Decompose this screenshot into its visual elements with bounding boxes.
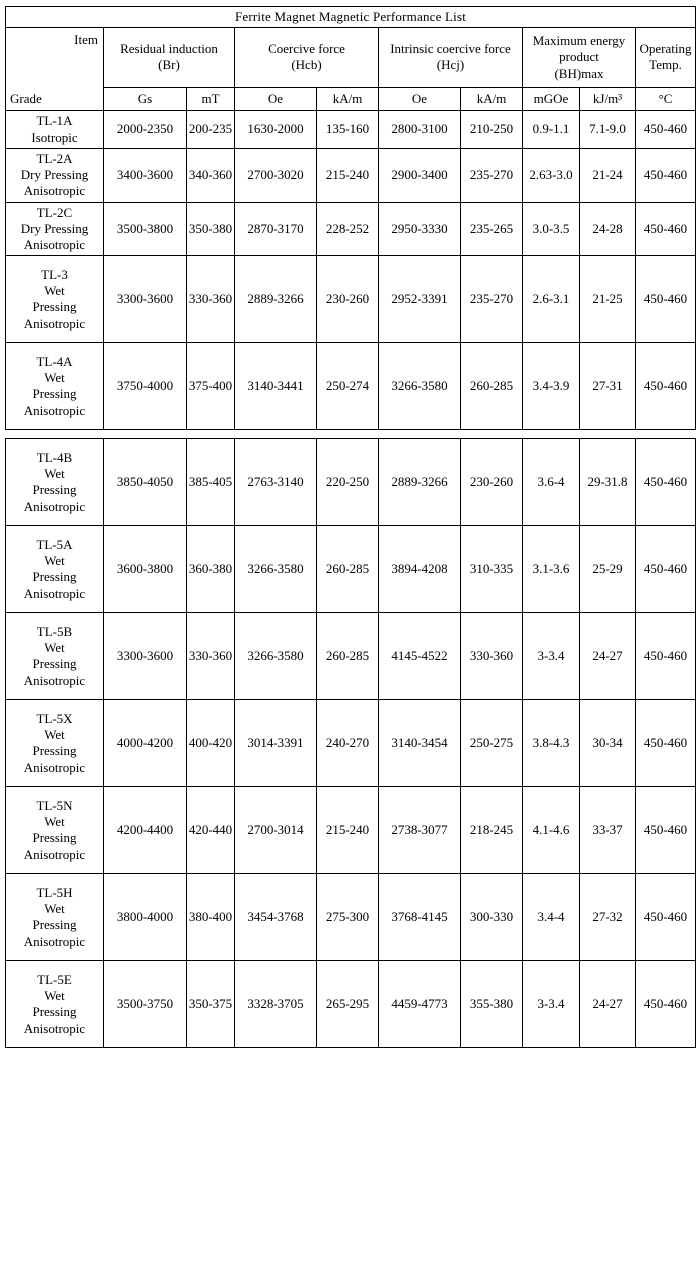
table-row bbox=[6, 961, 696, 1048]
grade-line: Wet bbox=[44, 553, 65, 568]
item-label: Item bbox=[74, 32, 98, 48]
cell-hcb-kam: 275-300 bbox=[317, 874, 379, 961]
grade-line: Anisotropic bbox=[23, 498, 86, 514]
grade-line: Pressing bbox=[32, 743, 77, 759]
cell-hcj-oe: 4145-4522 bbox=[379, 613, 461, 700]
unit-kam-hcb: kA/m bbox=[317, 87, 379, 111]
cell-bhmax-mgoe: 2.6-3.1 bbox=[523, 256, 580, 343]
grade-line: Wet bbox=[44, 814, 65, 829]
cell-hcj-oe: 2889-3266 bbox=[379, 439, 461, 526]
cell-operating-temp: 450-460 bbox=[636, 439, 696, 526]
cell-hcb-oe: 3454-3768 bbox=[235, 874, 317, 961]
cell-hcj-oe: 3266-3580 bbox=[379, 343, 461, 430]
grade-line: Wet bbox=[44, 988, 65, 1003]
grade-line: Dry Pressing bbox=[20, 220, 89, 236]
header-coercive-force bbox=[235, 28, 379, 87]
header-line-1: Operating bbox=[639, 41, 692, 57]
cell-bhmax-mgoe: 4.1-4.6 bbox=[523, 787, 580, 874]
grade-cell bbox=[6, 256, 104, 343]
header-unit-row bbox=[6, 87, 696, 111]
cell-bhmax-mgoe: 2.63-3.0 bbox=[523, 148, 580, 202]
grade-line: Anisotropic bbox=[23, 237, 86, 252]
cell-br-gs: 2000-2350 bbox=[104, 111, 187, 149]
grade-cell bbox=[6, 343, 104, 430]
grade-cell bbox=[6, 874, 104, 961]
header-group-row bbox=[6, 28, 696, 87]
cell-br-mt: 340-360 bbox=[187, 148, 235, 202]
cell-br-mt: 375-400 bbox=[187, 343, 235, 430]
grade-line: Pressing bbox=[32, 1004, 77, 1020]
header-line-3: (BH)max bbox=[554, 65, 604, 81]
cell-hcb-oe: 2700-3020 bbox=[235, 148, 317, 202]
cell-hcj-kam: 210-250 bbox=[461, 111, 523, 149]
grade-cell bbox=[6, 202, 104, 256]
cell-hcj-oe: 2952-3391 bbox=[379, 256, 461, 343]
cell-br-gs: 3800-4000 bbox=[104, 874, 187, 961]
grade-line: TL-5N bbox=[36, 797, 73, 813]
cell-operating-temp: 450-460 bbox=[636, 613, 696, 700]
grade-cell bbox=[6, 526, 104, 613]
header-line-1: Intrinsic coercive force bbox=[390, 41, 511, 57]
grade-line: Anisotropic bbox=[23, 1020, 86, 1036]
grade-line: Wet bbox=[44, 727, 65, 742]
cell-bhmax-kjm3: 24-28 bbox=[580, 202, 636, 256]
table-row bbox=[6, 256, 696, 343]
unit-kjm3: kJ/m³ bbox=[580, 87, 636, 111]
cell-operating-temp: 450-460 bbox=[636, 256, 696, 343]
cell-br-gs: 3850-4050 bbox=[104, 439, 187, 526]
cell-hcb-kam: 260-285 bbox=[317, 526, 379, 613]
grade-line: Wet bbox=[44, 901, 65, 916]
header-residual-induction bbox=[104, 28, 235, 87]
grade-cell bbox=[6, 148, 104, 202]
table-row bbox=[6, 613, 696, 700]
cell-hcb-kam: 250-274 bbox=[317, 343, 379, 430]
cell-br-gs: 4200-4400 bbox=[104, 787, 187, 874]
grade-line: Pressing bbox=[32, 386, 77, 402]
cell-br-mt: 200-235 bbox=[187, 111, 235, 149]
unit-oe-hcj: Oe bbox=[379, 87, 461, 111]
cell-br-gs: 3300-3600 bbox=[104, 613, 187, 700]
cell-hcj-kam: 235-270 bbox=[461, 148, 523, 202]
unit-celsius: °C bbox=[636, 87, 696, 111]
cell-hcj-kam: 250-275 bbox=[461, 700, 523, 787]
cell-bhmax-kjm3: 21-24 bbox=[580, 148, 636, 202]
cell-br-mt: 385-405 bbox=[187, 439, 235, 526]
cell-operating-temp: 450-460 bbox=[636, 874, 696, 961]
cell-bhmax-mgoe: 0.9-1.1 bbox=[523, 111, 580, 149]
cell-br-mt: 380-400 bbox=[187, 874, 235, 961]
cell-hcj-kam: 260-285 bbox=[461, 343, 523, 430]
cell-bhmax-mgoe: 3.8-4.3 bbox=[523, 700, 580, 787]
unit-gs: Gs bbox=[104, 87, 187, 111]
table-gap bbox=[5, 430, 695, 438]
cell-bhmax-mgoe: 3.4-4 bbox=[523, 874, 580, 961]
cell-bhmax-kjm3: 30-34 bbox=[580, 700, 636, 787]
page-title: Ferrite Magnet Magnetic Performance List bbox=[6, 7, 696, 28]
cell-bhmax-mgoe: 3.0-3.5 bbox=[523, 202, 580, 256]
cell-hcb-kam: 240-270 bbox=[317, 700, 379, 787]
grade-line: Anisotropic bbox=[23, 402, 86, 418]
cell-bhmax-kjm3: 29-31.8 bbox=[580, 439, 636, 526]
grade-line: Anisotropic bbox=[23, 672, 86, 688]
cell-hcj-kam: 235-265 bbox=[461, 202, 523, 256]
grade-cell bbox=[6, 700, 104, 787]
cell-hcj-kam: 218-245 bbox=[461, 787, 523, 874]
grade-line: Dry Pressing bbox=[20, 167, 89, 182]
grade-line: Isotropic bbox=[31, 129, 78, 145]
cell-br-gs: 3400-3600 bbox=[104, 148, 187, 202]
cell-operating-temp: 450-460 bbox=[636, 526, 696, 613]
cell-operating-temp: 450-460 bbox=[636, 148, 696, 202]
grade-line: TL-5E bbox=[37, 971, 72, 987]
table-row bbox=[6, 700, 696, 787]
table-row bbox=[6, 148, 696, 202]
cell-hcb-kam: 230-260 bbox=[317, 256, 379, 343]
grade-cell bbox=[6, 111, 104, 149]
cell-hcj-oe: 2950-3330 bbox=[379, 202, 461, 256]
cell-hcj-oe: 3140-3454 bbox=[379, 700, 461, 787]
cell-bhmax-mgoe: 3.4-3.9 bbox=[523, 343, 580, 430]
grade-line: Pressing bbox=[32, 299, 77, 315]
unit-oe-hcb: Oe bbox=[235, 87, 317, 111]
cell-operating-temp: 450-460 bbox=[636, 787, 696, 874]
cell-bhmax-kjm3: 27-31 bbox=[580, 343, 636, 430]
header-line-2: (Hcj) bbox=[436, 57, 465, 73]
table-row bbox=[6, 111, 696, 149]
cell-operating-temp: 450-460 bbox=[636, 202, 696, 256]
cell-hcb-kam: 215-240 bbox=[317, 787, 379, 874]
grade-line: TL-2A bbox=[36, 150, 73, 166]
grade-label: Grade bbox=[10, 91, 42, 106]
cell-br-mt: 330-360 bbox=[187, 256, 235, 343]
table-row bbox=[6, 343, 696, 430]
grade-line: Pressing bbox=[32, 482, 77, 498]
cell-hcb-oe: 1630-2000 bbox=[235, 111, 317, 149]
cell-bhmax-mgoe: 3-3.4 bbox=[523, 961, 580, 1048]
cell-br-gs: 4000-4200 bbox=[104, 700, 187, 787]
header-line-1: Residual induction bbox=[120, 41, 218, 57]
grade-line: Pressing bbox=[32, 830, 77, 846]
unit-mgoe: mGOe bbox=[523, 87, 580, 111]
header-line-1: Coercive force bbox=[268, 41, 345, 57]
grade-line: Wet bbox=[44, 283, 65, 298]
title-row bbox=[6, 7, 696, 28]
grade-line: Anisotropic bbox=[23, 315, 86, 331]
cell-br-gs: 3500-3750 bbox=[104, 961, 187, 1048]
cell-hcj-oe: 2800-3100 bbox=[379, 111, 461, 149]
grade-line: Pressing bbox=[32, 569, 77, 585]
grade-line: TL-4A bbox=[36, 353, 73, 369]
table-row bbox=[6, 202, 696, 256]
cell-hcj-oe: 3768-4145 bbox=[379, 874, 461, 961]
unit-mt: mT bbox=[187, 87, 235, 111]
cell-hcj-oe: 2900-3400 bbox=[379, 148, 461, 202]
grade-line: Anisotropic bbox=[23, 183, 86, 199]
header-line-1: Maximum energy bbox=[532, 33, 626, 49]
grade-line: TL-5H bbox=[36, 884, 73, 900]
cell-hcb-oe: 2889-3266 bbox=[235, 256, 317, 343]
cell-hcb-kam: 228-252 bbox=[317, 202, 379, 256]
cell-hcb-kam: 220-250 bbox=[317, 439, 379, 526]
cell-operating-temp: 450-460 bbox=[636, 343, 696, 430]
cell-operating-temp: 450-460 bbox=[636, 961, 696, 1048]
cell-br-mt: 350-380 bbox=[187, 202, 235, 256]
cell-br-mt: 360-380 bbox=[187, 526, 235, 613]
cell-hcb-oe: 2700-3014 bbox=[235, 787, 317, 874]
header-line-2: (Hcb) bbox=[291, 57, 322, 73]
cell-hcj-oe: 3894-4208 bbox=[379, 526, 461, 613]
cell-hcj-kam: 230-260 bbox=[461, 439, 523, 526]
cell-hcj-kam: 300-330 bbox=[461, 874, 523, 961]
cell-br-mt: 400-420 bbox=[187, 700, 235, 787]
table-row bbox=[6, 439, 696, 526]
table-row bbox=[6, 787, 696, 874]
cell-hcj-kam: 235-270 bbox=[461, 256, 523, 343]
grade-line: Anisotropic bbox=[23, 846, 86, 862]
cell-bhmax-kjm3: 24-27 bbox=[580, 613, 636, 700]
grade-line: Anisotropic bbox=[23, 585, 86, 601]
cell-hcb-kam: 260-285 bbox=[317, 613, 379, 700]
grade-line: Wet bbox=[44, 466, 65, 481]
performance-table-top bbox=[5, 6, 696, 430]
cell-hcb-oe: 2763-3140 bbox=[235, 439, 317, 526]
cell-hcj-kam: 310-335 bbox=[461, 526, 523, 613]
cell-hcb-kam: 215-240 bbox=[317, 148, 379, 202]
cell-bhmax-kjm3: 27-32 bbox=[580, 874, 636, 961]
cell-bhmax-kjm3: 7.1-9.0 bbox=[580, 111, 636, 149]
cell-bhmax-kjm3: 25-29 bbox=[580, 526, 636, 613]
cell-hcb-oe: 3014-3391 bbox=[235, 700, 317, 787]
cell-bhmax-kjm3: 33-37 bbox=[580, 787, 636, 874]
cell-bhmax-mgoe: 3.1-3.6 bbox=[523, 526, 580, 613]
grade-line: Pressing bbox=[32, 917, 77, 933]
header-line-2: (Br) bbox=[158, 57, 180, 73]
cell-hcj-oe: 4459-4773 bbox=[379, 961, 461, 1048]
grade-line: Anisotropic bbox=[23, 933, 86, 949]
unit-kam-hcj: kA/m bbox=[461, 87, 523, 111]
corner-header bbox=[6, 28, 104, 111]
cell-hcb-oe: 3266-3580 bbox=[235, 526, 317, 613]
header-line-2: Temp. bbox=[649, 57, 682, 73]
cell-br-gs: 3750-4000 bbox=[104, 343, 187, 430]
grade-line: TL-5A bbox=[36, 536, 73, 552]
grade-cell bbox=[6, 613, 104, 700]
header-line-2: product bbox=[559, 49, 599, 65]
cell-hcb-oe: 2870-3170 bbox=[235, 202, 317, 256]
cell-bhmax-kjm3: 24-27 bbox=[580, 961, 636, 1048]
cell-br-mt: 330-360 bbox=[187, 613, 235, 700]
grade-line: TL-4B bbox=[36, 449, 73, 465]
grade-cell bbox=[6, 439, 104, 526]
grade-line: TL-5B bbox=[36, 623, 73, 639]
grade-cell bbox=[6, 787, 104, 874]
table-row bbox=[6, 874, 696, 961]
grade-line: TL-3 bbox=[41, 266, 68, 282]
cell-br-mt: 350-375 bbox=[187, 961, 235, 1048]
grade-cell bbox=[6, 961, 104, 1048]
cell-hcb-oe: 3266-3580 bbox=[235, 613, 317, 700]
grade-line: TL-5X bbox=[36, 710, 73, 726]
cell-hcj-kam: 355-380 bbox=[461, 961, 523, 1048]
grade-line: Pressing bbox=[32, 656, 77, 672]
grade-line: Wet bbox=[44, 370, 65, 385]
table-row bbox=[6, 526, 696, 613]
header-maximum-energy-product bbox=[523, 28, 636, 87]
header-operating-temp bbox=[636, 28, 696, 87]
grade-line: TL-1A bbox=[36, 113, 73, 129]
cell-bhmax-mgoe: 3-3.4 bbox=[523, 613, 580, 700]
header-intrinsic-coercive-force bbox=[379, 28, 523, 87]
cell-hcb-oe: 3140-3441 bbox=[235, 343, 317, 430]
cell-hcb-oe: 3328-3705 bbox=[235, 961, 317, 1048]
grade-line: Wet bbox=[44, 640, 65, 655]
cell-hcj-oe: 2738-3077 bbox=[379, 787, 461, 874]
cell-br-gs: 3300-3600 bbox=[104, 256, 187, 343]
cell-operating-temp: 450-460 bbox=[636, 111, 696, 149]
cell-br-gs: 3600-3800 bbox=[104, 526, 187, 613]
cell-hcb-kam: 135-160 bbox=[317, 111, 379, 149]
cell-hcb-kam: 265-295 bbox=[317, 961, 379, 1048]
cell-br-gs: 3500-3800 bbox=[104, 202, 187, 256]
cell-hcj-kam: 330-360 bbox=[461, 613, 523, 700]
cell-bhmax-mgoe: 3.6-4 bbox=[523, 439, 580, 526]
grade-line: TL-2C bbox=[36, 204, 73, 220]
grade-line: Anisotropic bbox=[23, 759, 86, 775]
cell-operating-temp: 450-460 bbox=[636, 700, 696, 787]
cell-br-mt: 420-440 bbox=[187, 787, 235, 874]
cell-bhmax-kjm3: 21-25 bbox=[580, 256, 636, 343]
performance-table-bottom bbox=[5, 438, 696, 1048]
